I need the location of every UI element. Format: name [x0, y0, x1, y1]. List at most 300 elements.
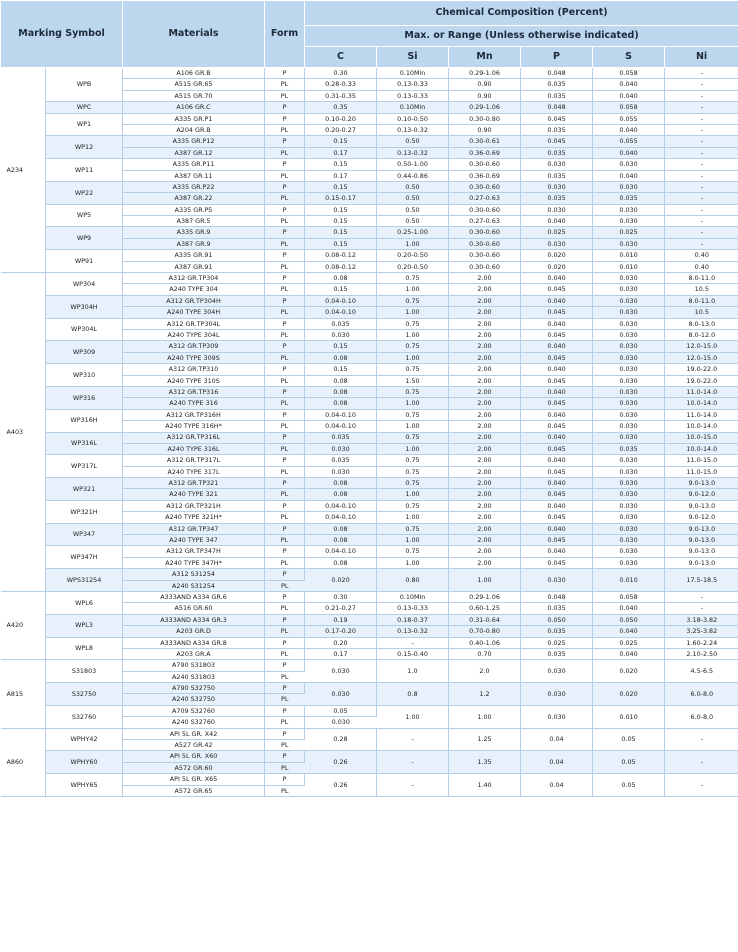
table-row [1, 478, 738, 489]
value-si: 0.20-0.50 [377, 261, 449, 272]
form-value: P [265, 159, 305, 170]
value-ni: 8.0-13.0 [665, 318, 738, 329]
value-ni: 11.0-14.0 [665, 386, 738, 397]
marking-symbol: WP91 [46, 250, 123, 273]
form-value: P [265, 728, 305, 739]
value-mn: 0.30-0.60 [449, 181, 521, 192]
table-row [1, 181, 738, 192]
material-name: A312 GR.TP321H [123, 500, 265, 511]
material-name: A312 GR.TP316H [123, 409, 265, 420]
form-value: PL [265, 466, 305, 477]
value-si: 1.00 [377, 398, 449, 409]
value-c: 0.08 [305, 398, 377, 409]
value-si: 0.75 [377, 523, 449, 534]
marking-symbol: WP310 [46, 364, 123, 387]
table-row [1, 751, 738, 762]
value-mn: 0.29-1.06 [449, 102, 521, 113]
form-value: PL [265, 307, 305, 318]
table-row [1, 728, 738, 739]
material-name: A312 GR.TP310 [123, 364, 265, 375]
value-ni: 8.0-11.0 [665, 295, 738, 306]
value-c: 0.28 [305, 728, 377, 751]
value-p: 0.035 [521, 124, 593, 135]
value-s: 0.010 [593, 705, 665, 728]
table-body [1, 68, 738, 797]
form-value: PL [265, 90, 305, 101]
value-si: - [377, 751, 449, 774]
value-ni: 10.5 [665, 284, 738, 295]
form-value: PL [265, 261, 305, 272]
table-row [1, 569, 738, 580]
value-p: 0.030 [521, 204, 593, 215]
value-ni: 4.5-6.5 [665, 660, 738, 683]
value-s: 0.05 [593, 728, 665, 751]
value-mn: 2.00 [449, 284, 521, 295]
marking-symbol: WPL8 [46, 637, 123, 660]
value-mn: 0.30-0.60 [449, 250, 521, 261]
value-si: - [377, 728, 449, 751]
value-c: 0.08 [305, 386, 377, 397]
value-p: 0.030 [521, 683, 593, 706]
marking-symbol: S31803 [46, 660, 123, 683]
value-p: 0.040 [521, 318, 593, 329]
value-mn: 2.00 [449, 341, 521, 352]
value-si: 1.00 [377, 284, 449, 295]
value-mn: 1.00 [449, 569, 521, 592]
marking-symbol: WPHY42 [46, 728, 123, 751]
value-s: 0.025 [593, 637, 665, 648]
material-name: A312 GR.TP347H [123, 546, 265, 557]
value-ni: 8.0-11.0 [665, 273, 738, 284]
value-ni: 6.0-8.0 [665, 705, 738, 728]
value-p: 0.040 [521, 273, 593, 284]
range-subheader: Max. or Range (Unless otherwise indicated) [305, 26, 738, 47]
value-ni: 3.18-3.82 [665, 614, 738, 625]
value-p: 0.045 [521, 398, 593, 409]
form-value: P [265, 136, 305, 147]
value-si: 1.00 [377, 512, 449, 523]
material-name: A335 GR.P5 [123, 204, 265, 215]
material-name: A515 GR.70 [123, 90, 265, 101]
material-name: A335 GR.P11 [123, 159, 265, 170]
value-mn: 2.00 [449, 535, 521, 546]
value-s: 0.030 [593, 466, 665, 477]
table-row [1, 683, 738, 694]
value-p: 0.048 [521, 591, 593, 602]
table-row [1, 136, 738, 147]
value-si: 0.13-0.33 [377, 90, 449, 101]
value-si: 0.13-0.32 [377, 124, 449, 135]
value-mn: 0.36-0.69 [449, 147, 521, 158]
value-si: 0.75 [377, 500, 449, 511]
material-name: A312 GR.TP304L [123, 318, 265, 329]
spec-name: A860 [1, 728, 46, 796]
marking-symbol: WP316L [46, 432, 123, 455]
value-si: 0.8 [377, 683, 449, 706]
value-mn: 2.00 [449, 546, 521, 557]
material-name: A572 GR.65 [123, 785, 265, 796]
form-value: P [265, 68, 305, 79]
value-mn: 0.70-0.80 [449, 626, 521, 637]
value-c: 0.28-0.33 [305, 79, 377, 90]
value-mn: 0.27-0.63 [449, 216, 521, 227]
value-c: 0.15 [305, 216, 377, 227]
material-name: A387 GR.12 [123, 147, 265, 158]
marking-symbol: WPL6 [46, 591, 123, 614]
marking-symbol: WP1 [46, 113, 123, 136]
table-row [1, 591, 738, 602]
value-mn: 1.25 [449, 728, 521, 751]
form-value: P [265, 591, 305, 602]
value-mn: 2.00 [449, 409, 521, 420]
value-mn: 2.00 [449, 557, 521, 568]
value-mn: 0.40-1.06 [449, 637, 521, 648]
value-mn: 2.00 [449, 432, 521, 443]
table-row [1, 660, 738, 671]
marking-symbol: WPB [46, 68, 123, 102]
value-p: 0.040 [521, 386, 593, 397]
value-p: 0.035 [521, 626, 593, 637]
material-name: A312 S31254 [123, 569, 265, 580]
value-si: 0.75 [377, 478, 449, 489]
table-row [1, 113, 738, 124]
value-p: 0.045 [521, 489, 593, 500]
material-name: A387 GR.5 [123, 216, 265, 227]
table-row [1, 68, 738, 79]
material-name: A333AND A334 GR.8 [123, 637, 265, 648]
value-s: 0.040 [593, 648, 665, 659]
value-s: 0.030 [593, 557, 665, 568]
material-name: A203 GR.D [123, 626, 265, 637]
form-value: PL [265, 284, 305, 295]
value-si: 0.75 [377, 455, 449, 466]
value-p: 0.045 [521, 113, 593, 124]
marking-symbol: WP347 [46, 523, 123, 546]
value-p: 0.040 [521, 432, 593, 443]
value-mn: 2.00 [449, 398, 521, 409]
value-c: 0.04-0.10 [305, 421, 377, 432]
value-si: 0.50 [377, 204, 449, 215]
material-name: A240 TYPE 347H* [123, 557, 265, 568]
value-p: 0.030 [521, 705, 593, 728]
value-s: 0.030 [593, 546, 665, 557]
form-value: PL [265, 329, 305, 340]
value-mn: 2.00 [449, 295, 521, 306]
value-mn: 0.30-0.60 [449, 227, 521, 238]
value-c: 0.030 [305, 683, 377, 706]
value-s: 0.040 [593, 147, 665, 158]
value-p: 0.040 [521, 216, 593, 227]
value-ni: - [665, 603, 738, 614]
spec-name: A403 [1, 273, 46, 592]
form-value: P [265, 751, 305, 762]
value-c: 0.15 [305, 159, 377, 170]
value-c: 0.17 [305, 170, 377, 181]
marking-symbol: WP347H [46, 546, 123, 569]
value-c: 0.04-0.10 [305, 409, 377, 420]
material-name: A312 GR.TP316 [123, 386, 265, 397]
value-s: 0.020 [593, 660, 665, 683]
form-value: PL [265, 603, 305, 614]
value-si: 0.10Min [377, 591, 449, 602]
value-ni: 17.5-18.5 [665, 569, 738, 592]
marking-symbol: WP11 [46, 159, 123, 182]
table-row [1, 432, 738, 443]
material-name: A240 S32760 [123, 717, 265, 728]
column-header-mn: Mn [449, 47, 521, 68]
marking-symbol: WP309 [46, 341, 123, 364]
value-c: 0.15-0.17 [305, 193, 377, 204]
material-name: A790 S32750 [123, 683, 265, 694]
value-ni: - [665, 181, 738, 192]
material-name: A106 GR.B [123, 68, 265, 79]
value-mn: 0.90 [449, 79, 521, 90]
value-si: 0.13-0.32 [377, 147, 449, 158]
value-c: 0.08 [305, 557, 377, 568]
marking-symbol: S32760 [46, 705, 123, 728]
material-name: A240 S31254 [123, 580, 265, 591]
value-p: 0.045 [521, 307, 593, 318]
material-name: A240 TYPE 309S [123, 352, 265, 363]
material-name: A312 GR.TP321 [123, 478, 265, 489]
value-s: 0.030 [593, 500, 665, 511]
material-name: A333AND A334 GR.3 [123, 614, 265, 625]
form-value: PL [265, 626, 305, 637]
value-ni: - [665, 204, 738, 215]
value-ni: 11.0-15.0 [665, 466, 738, 477]
value-mn: 2.00 [449, 512, 521, 523]
value-si: 1.00 [377, 421, 449, 432]
marking-symbol: WP316H [46, 409, 123, 432]
value-c: 0.04-0.10 [305, 546, 377, 557]
material-name: A240 S32750 [123, 694, 265, 705]
form-value: P [265, 432, 305, 443]
value-s: 0.05 [593, 774, 665, 797]
value-ni: 10.5 [665, 307, 738, 318]
form-value: PL [265, 648, 305, 659]
material-name: A240 TYPE 321H* [123, 512, 265, 523]
form-header: Form [265, 1, 305, 68]
value-s: 0.055 [593, 136, 665, 147]
form-value: PL [265, 170, 305, 181]
value-mn: 0.30-0.60 [449, 159, 521, 170]
value-mn: 2.00 [449, 364, 521, 375]
marking-symbol: S32750 [46, 683, 123, 706]
value-si: 0.20-0.50 [377, 250, 449, 261]
marking-symbol: WP304L [46, 318, 123, 341]
form-value: PL [265, 375, 305, 386]
value-s: 0.030 [593, 238, 665, 249]
form-value: PL [265, 193, 305, 204]
value-p: 0.045 [521, 466, 593, 477]
value-c: 0.04-0.10 [305, 307, 377, 318]
table-row [1, 159, 738, 170]
form-value: PL [265, 671, 305, 682]
value-si: 1.00 [377, 238, 449, 249]
value-si: 0.13-0.32 [377, 626, 449, 637]
material-name: A240 TYPE 316 [123, 398, 265, 409]
value-s: 0.050 [593, 614, 665, 625]
material-name: A240 TYPE 321 [123, 489, 265, 500]
value-ni: 9.0-13.0 [665, 478, 738, 489]
value-c: 0.08 [305, 535, 377, 546]
value-ni: 10.0-14.0 [665, 421, 738, 432]
value-mn: 2.00 [449, 352, 521, 363]
value-s: 0.030 [593, 398, 665, 409]
material-name: A240 TYPE 304 [123, 284, 265, 295]
value-mn: 2.00 [449, 375, 521, 386]
table-row [1, 455, 738, 466]
value-c: 0.19 [305, 614, 377, 625]
value-s: 0.030 [593, 318, 665, 329]
form-value: P [265, 227, 305, 238]
value-s: 0.030 [593, 512, 665, 523]
value-c: 0.08 [305, 523, 377, 534]
value-ni: - [665, 193, 738, 204]
value-mn: 2.00 [449, 421, 521, 432]
material-name: A204 GR.B [123, 124, 265, 135]
value-p: 0.045 [521, 136, 593, 147]
value-si: 0.75 [377, 364, 449, 375]
form-value: PL [265, 124, 305, 135]
value-ni: 11.0-14.0 [665, 409, 738, 420]
value-s: 0.058 [593, 68, 665, 79]
value-p: 0.045 [521, 284, 593, 295]
value-si: 0.18-0.37 [377, 614, 449, 625]
value-s: 0.030 [593, 273, 665, 284]
marking-symbol: WP321H [46, 500, 123, 523]
value-c: 0.08 [305, 352, 377, 363]
value-mn: 0.30-0.60 [449, 238, 521, 249]
value-mn: 2.00 [449, 443, 521, 454]
material-name: A790 S31803 [123, 660, 265, 671]
form-value: PL [265, 740, 305, 751]
value-si: 0.50-1.00 [377, 159, 449, 170]
table-row [1, 409, 738, 420]
marking-symbol: WP12 [46, 136, 123, 159]
value-ni: 9.0-13.0 [665, 535, 738, 546]
marking-symbol: WP22 [46, 181, 123, 204]
value-s: 0.05 [593, 751, 665, 774]
form-value: P [265, 500, 305, 511]
form-value: P [265, 546, 305, 557]
value-ni: 19.0-22.0 [665, 364, 738, 375]
form-value: PL [265, 694, 305, 705]
value-p: 0.04 [521, 774, 593, 797]
value-c: 0.030 [305, 466, 377, 477]
material-name: A312 GR.TP347 [123, 523, 265, 534]
value-s: 0.040 [593, 124, 665, 135]
value-c: 0.15 [305, 364, 377, 375]
value-mn: 2.00 [449, 466, 521, 477]
marking-symbol: WP5 [46, 204, 123, 227]
material-name: API 5L GR. X60 [123, 751, 265, 762]
table-row [1, 705, 738, 716]
form-value: P [265, 295, 305, 306]
value-mn: 0.29-1.06 [449, 591, 521, 602]
table-row [1, 227, 738, 238]
form-value: PL [265, 785, 305, 796]
value-s: 0.058 [593, 102, 665, 113]
value-c: 0.17-0.20 [305, 626, 377, 637]
material-name: A335 GR.P1 [123, 113, 265, 124]
marking-symbol: WPHY60 [46, 751, 123, 774]
value-si: 0.50 [377, 216, 449, 227]
value-ni: 10.0-14.0 [665, 443, 738, 454]
value-ni: 10.0-15.0 [665, 432, 738, 443]
value-mn: 0.29-1.06 [449, 68, 521, 79]
value-s: 0.030 [593, 409, 665, 420]
value-mn: 0.31-0.64 [449, 614, 521, 625]
value-s: 0.035 [593, 443, 665, 454]
value-s: 0.030 [593, 523, 665, 534]
material-name: A240 TYPE 316L [123, 443, 265, 454]
material-name: A572 GR.60 [123, 762, 265, 773]
table-row [1, 523, 738, 534]
value-s: 0.040 [593, 170, 665, 181]
value-mn: 1.2 [449, 683, 521, 706]
form-value: P [265, 113, 305, 124]
value-ni: - [665, 238, 738, 249]
material-name: A709 S32760 [123, 705, 265, 716]
value-s: 0.040 [593, 90, 665, 101]
value-s: 0.030 [593, 478, 665, 489]
value-c: 0.035 [305, 432, 377, 443]
value-mn: 2.00 [449, 523, 521, 534]
value-s: 0.035 [593, 193, 665, 204]
value-c: 0.15 [305, 341, 377, 352]
value-si: 0.50 [377, 136, 449, 147]
value-ni: - [665, 227, 738, 238]
value-ni: 9.0-12.0 [665, 489, 738, 500]
form-value: PL [265, 443, 305, 454]
value-c: 0.30 [305, 591, 377, 602]
value-c: 0.15 [305, 181, 377, 192]
value-c: 0.035 [305, 455, 377, 466]
table-row [1, 637, 738, 648]
marking-symbol: WPHY65 [46, 774, 123, 797]
form-value: P [265, 341, 305, 352]
form-value: PL [265, 580, 305, 591]
material-name: A335 GR.9 [123, 227, 265, 238]
value-c: 0.08 [305, 273, 377, 284]
value-p: 0.050 [521, 614, 593, 625]
value-c: 0.04-0.10 [305, 295, 377, 306]
value-si: 1.00 [377, 443, 449, 454]
column-header-ni: Ni [665, 47, 738, 68]
value-p: 0.040 [521, 455, 593, 466]
table-row [1, 295, 738, 306]
value-p: 0.045 [521, 557, 593, 568]
value-si: 1.00 [377, 307, 449, 318]
marking-symbol: WP304H [46, 295, 123, 318]
material-name: A333AND A334 GR.6 [123, 591, 265, 602]
form-value: PL [265, 352, 305, 363]
value-ni: 10.0-14.0 [665, 398, 738, 409]
value-c: 0.21-0.27 [305, 603, 377, 614]
value-si: 0.44-0.86 [377, 170, 449, 181]
value-mn: 2.00 [449, 386, 521, 397]
value-ni: - [665, 90, 738, 101]
material-name: A335 GR.91 [123, 250, 265, 261]
marking-symbol: WP9 [46, 227, 123, 250]
material-name: A106 GR.C [123, 102, 265, 113]
form-value: P [265, 318, 305, 329]
table-row [1, 546, 738, 557]
material-name: A516 GR.60 [123, 603, 265, 614]
value-ni: - [665, 124, 738, 135]
value-p: 0.040 [521, 546, 593, 557]
